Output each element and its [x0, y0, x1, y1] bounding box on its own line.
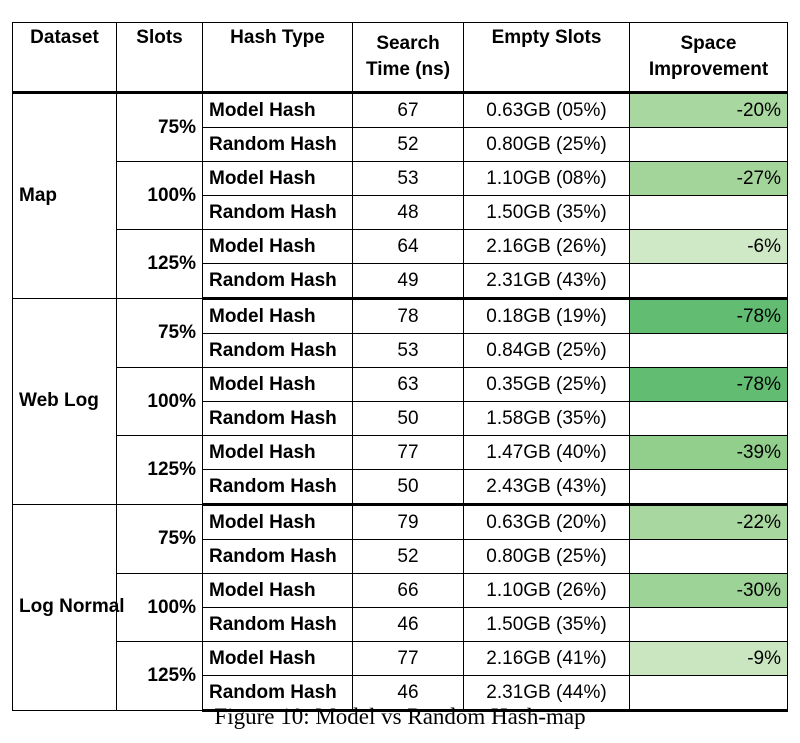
table-row [13, 162, 788, 196]
hash-type-cell: Random Hash [203, 196, 353, 230]
space-improvement-cell: -78% [630, 368, 788, 402]
header-hash-type: Hash Type [203, 23, 353, 93]
search-time-cell: 53 [353, 334, 464, 368]
slots-cell: 75% [117, 505, 203, 574]
empty-slots-cell: 0.63GB (20%) [464, 505, 630, 540]
hash-type-cell: Model Hash [203, 436, 353, 470]
empty-slots-cell: 2.31GB (44%) [464, 676, 630, 711]
header-search-time-text: Search Time (ns) [365, 33, 451, 80]
search-time-cell: 53 [353, 162, 464, 196]
hash-type-cell: Random Hash [203, 128, 353, 162]
search-time-cell: 66 [353, 574, 464, 608]
search-time-cell: 64 [353, 230, 464, 264]
table-body [13, 93, 788, 711]
hash-type-cell: Model Hash [203, 93, 353, 128]
search-time-cell: 46 [353, 608, 464, 642]
header-space-improvement-text: Space Improvement [648, 33, 769, 80]
search-time-cell: 52 [353, 128, 464, 162]
empty-slots-cell: 0.18GB (19%) [464, 299, 630, 334]
search-time-cell: 63 [353, 368, 464, 402]
space-improvement-cell [630, 128, 788, 162]
search-time-cell: 77 [353, 436, 464, 470]
empty-slots-cell: 0.80GB (25%) [464, 540, 630, 574]
table-row [13, 574, 788, 608]
empty-slots-cell: 0.63GB (05%) [464, 93, 630, 128]
hash-type-cell: Model Hash [203, 642, 353, 676]
empty-slots-cell: 1.58GB (35%) [464, 402, 630, 436]
empty-slots-cell: 0.35GB (25%) [464, 368, 630, 402]
search-time-cell: 49 [353, 264, 464, 299]
header-row [13, 23, 788, 93]
search-time-cell: 78 [353, 299, 464, 334]
space-improvement-cell [630, 264, 788, 299]
header-slots: Slots [117, 23, 203, 93]
header-empty-slots: Empty Slots [464, 23, 630, 93]
empty-slots-cell: 1.10GB (08%) [464, 162, 630, 196]
slots-cell: 75% [117, 93, 203, 162]
table-row [13, 436, 788, 470]
table-header [13, 23, 788, 93]
dataset-cell: Log Normal [13, 505, 117, 711]
search-time-cell: 77 [353, 642, 464, 676]
table-row [13, 93, 788, 128]
space-improvement-cell: -27% [630, 162, 788, 196]
results-table-container [12, 22, 787, 703]
search-time-cell: 46 [353, 676, 464, 711]
search-time-cell: 67 [353, 93, 464, 128]
space-improvement-cell: -22% [630, 505, 788, 540]
hash-type-cell: Random Hash [203, 264, 353, 299]
slots-cell: 100% [117, 368, 203, 436]
empty-slots-cell: 1.47GB (40%) [464, 436, 630, 470]
space-improvement-cell: -39% [630, 436, 788, 470]
empty-slots-cell: 2.43GB (43%) [464, 470, 630, 505]
header-dataset: Dataset [13, 23, 117, 93]
table-row [13, 299, 788, 334]
table-row [13, 368, 788, 402]
header-search-time [353, 23, 464, 93]
space-improvement-cell: -30% [630, 574, 788, 608]
space-improvement-cell [630, 540, 788, 574]
table-row [13, 505, 788, 540]
dataset-cell: Web Log [13, 299, 117, 505]
space-improvement-cell [630, 470, 788, 505]
hash-type-cell: Random Hash [203, 402, 353, 436]
table-row [13, 642, 788, 676]
hash-type-cell: Random Hash [203, 540, 353, 574]
hash-type-cell: Random Hash [203, 676, 353, 711]
space-improvement-cell: -20% [630, 93, 788, 128]
table-row [13, 230, 788, 264]
space-improvement-cell: -78% [630, 299, 788, 334]
dataset-cell: Map [13, 93, 117, 299]
slots-cell: 100% [117, 162, 203, 230]
hash-type-cell: Model Hash [203, 574, 353, 608]
empty-slots-cell: 0.80GB (25%) [464, 128, 630, 162]
empty-slots-cell: 1.50GB (35%) [464, 196, 630, 230]
space-improvement-cell: -6% [630, 230, 788, 264]
hash-type-cell: Random Hash [203, 334, 353, 368]
search-time-cell: 50 [353, 470, 464, 505]
results-table [12, 22, 788, 712]
slots-cell: 125% [117, 230, 203, 299]
empty-slots-cell: 2.16GB (26%) [464, 230, 630, 264]
space-improvement-cell [630, 196, 788, 230]
hash-type-cell: Model Hash [203, 230, 353, 264]
hash-type-cell: Random Hash [203, 470, 353, 505]
slots-cell: 125% [117, 436, 203, 505]
empty-slots-cell: 1.10GB (26%) [464, 574, 630, 608]
search-time-cell: 79 [353, 505, 464, 540]
hash-type-cell: Model Hash [203, 299, 353, 334]
search-time-cell: 52 [353, 540, 464, 574]
slots-cell: 100% [117, 574, 203, 642]
hash-type-cell: Random Hash [203, 608, 353, 642]
slots-cell: 125% [117, 642, 203, 711]
hash-type-cell: Model Hash [203, 368, 353, 402]
empty-slots-cell: 2.16GB (41%) [464, 642, 630, 676]
empty-slots-cell: 2.31GB (43%) [464, 264, 630, 299]
space-improvement-cell [630, 334, 788, 368]
space-improvement-cell [630, 608, 788, 642]
empty-slots-cell: 1.50GB (35%) [464, 608, 630, 642]
search-time-cell: 50 [353, 402, 464, 436]
space-improvement-cell [630, 402, 788, 436]
search-time-cell: 48 [353, 196, 464, 230]
slots-cell: 75% [117, 299, 203, 368]
figure-caption: Figure 10: Model vs Random Hash-map [214, 704, 586, 729]
space-improvement-cell: -9% [630, 642, 788, 676]
hash-type-cell: Model Hash [203, 162, 353, 196]
hash-type-cell: Model Hash [203, 505, 353, 540]
empty-slots-cell: 0.84GB (25%) [464, 334, 630, 368]
header-space-improvement [630, 23, 788, 93]
